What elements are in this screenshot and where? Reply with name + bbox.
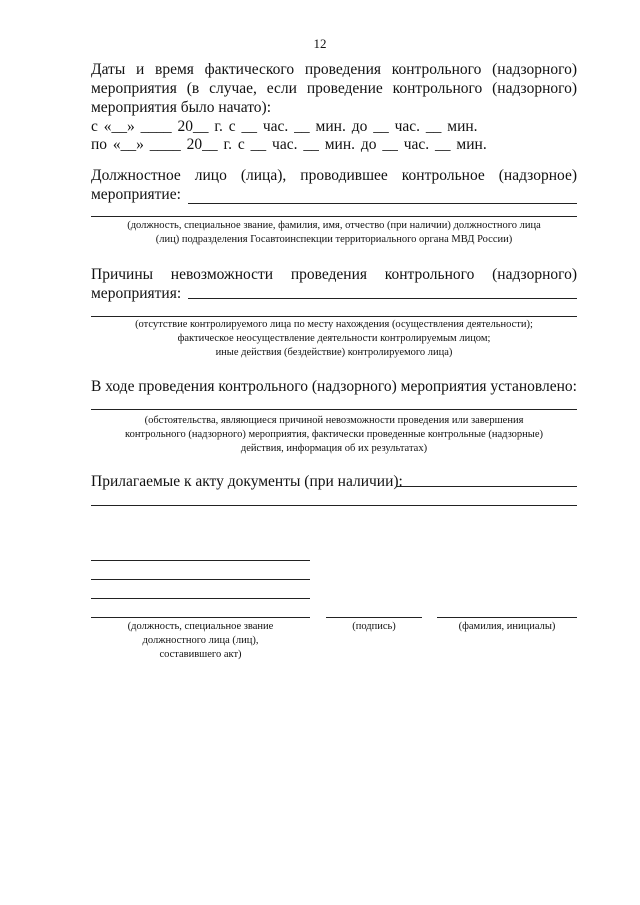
position-caption-line1: (должность, специальное звание	[127, 621, 274, 632]
dates-text-line3: мероприятия было начато):	[91, 99, 272, 116]
position-caption-line2: должностного лица (лиц),	[142, 635, 259, 646]
official-caption-line1: (должность, специальное звание, фамилия, имя, отчество (при наличии) должностного лица	[127, 220, 541, 231]
reasons-fill-line[interactable]	[188, 298, 577, 299]
established-text: В ходе проведения контрольного (надзорного) мероприятия установлено:	[91, 378, 577, 395]
official-fill-line-2[interactable]	[91, 216, 577, 217]
established-caption-line2: контрольного (надзорного) мероприятия, фактически проведенные контрольные (надзорные)	[125, 429, 543, 440]
established-caption-line1: (обстоятельства, являющиеся причиной невозможности проведения или завершения	[144, 415, 524, 426]
page-number: 12	[313, 36, 327, 51]
established-fill-line[interactable]	[91, 409, 577, 410]
reasons-caption-line3: иные действия (бездействие) контролируемого лица)	[215, 347, 453, 358]
position-caption-line3: составившего акт)	[159, 649, 242, 660]
date-to-row[interactable]: по «__» ____ 20__ г. с __ час. __ мин. до __ час. __ мин.	[91, 136, 487, 153]
signature-caption: (подпись)	[352, 621, 396, 632]
reasons-text-line2: мероприятия:	[91, 285, 182, 302]
reasons-fill-line-2[interactable]	[91, 316, 577, 317]
date-from-row[interactable]: с «__» ____ 20__ г. с __ час. __ мин. до __ час. __ мин.	[91, 118, 478, 135]
established-caption-line3: действия, информация об их результатах)	[240, 443, 428, 454]
reasons-text-line1: Причины невозможности проведения контрольного (надзорного)	[91, 266, 577, 283]
official-text-line2: мероприятие:	[91, 186, 181, 203]
reasons-caption-line2: фактическое неосуществление деятельности контролируемым лицом;	[177, 333, 491, 344]
official-fill-line[interactable]	[188, 203, 577, 204]
dates-text-line1: Даты и время фактического проведения контрольного (надзорного)	[91, 61, 577, 78]
dates-text-line2: мероприятия (в случае, если проведение контрольного (надзорного)	[91, 80, 577, 97]
attachments-text: Прилагаемые к акту документы (при наличии):	[91, 473, 403, 490]
attachments-fill-line[interactable]	[397, 486, 577, 487]
name-fill-line[interactable]	[437, 617, 577, 618]
official-text-line1: Должностное лицо (лица), проводившее контрольное (надзорное)	[91, 167, 577, 184]
attachments-fill-line-2[interactable]	[91, 505, 577, 506]
signature-fill-line[interactable]	[326, 617, 422, 618]
name-caption: (фамилия, инициалы)	[458, 621, 556, 632]
position-fill-line-4[interactable]	[91, 617, 310, 618]
position-fill-line-1[interactable]	[91, 560, 310, 561]
reasons-caption-line1: (отсутствие контролируемого лица по месту нахождения (осуществления деятельности);	[135, 319, 533, 330]
official-caption-line2: (лиц) подразделения Госавтоинспекции территориального органа МВД России)	[155, 234, 513, 245]
position-fill-line-2[interactable]	[91, 579, 310, 580]
position-fill-line-3[interactable]	[91, 598, 310, 599]
